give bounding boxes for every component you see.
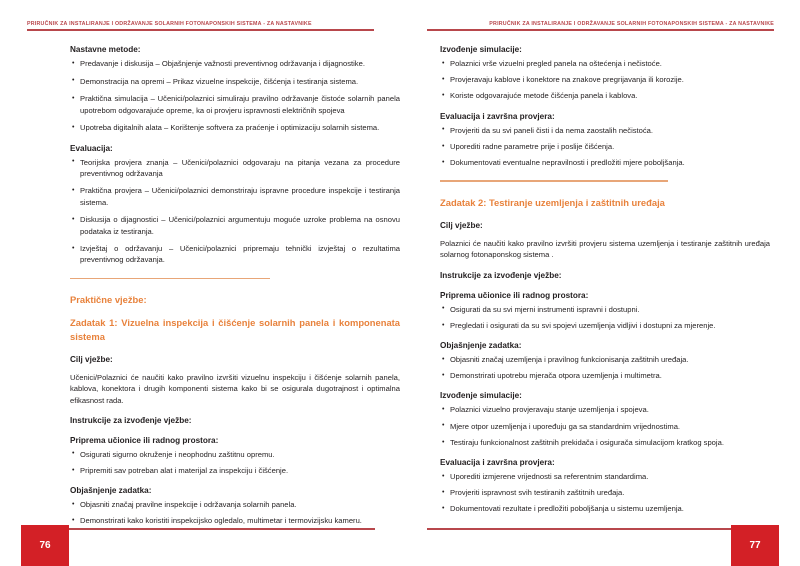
- page-number-right: 77: [731, 525, 779, 566]
- list-item: • Demonstrirati kako koristiti inspekcijsko ogledalo, multimetar i termovizijsku kameru.: [70, 515, 400, 526]
- list-item: • Teorijska provjera znanja – Učenici/polaznici odgovaraju na pitanja vezana za procedure preventivnog održavanja: [70, 157, 400, 179]
- list-item: • Upotreba digitalnih alata – Korištenje softvera za praćenje i optimizaciju solarnih sistema.: [70, 122, 400, 133]
- heading-zadatak1-instrukcije: Instrukcije za izvođenje vježbe:: [70, 415, 192, 425]
- heading-zadatak1-objasnjenje: Objašnjenje zadatka:: [70, 486, 152, 496]
- heading-izvodjenje-simulacije: Izvođenje simulacije:: [440, 45, 522, 54]
- list-izvodjenje-simulacije: [440, 58, 770, 102]
- list-item: • Polaznici vrše vizuelni pregled panela na oštećenja i nečistoće.: [440, 58, 770, 69]
- list-item: • Osigurati sigurno okruženje i neophodnu zaštitnu opremu.: [70, 449, 400, 460]
- heading-zadatak2-priprema: Priprema učionice ili radnog prostora:: [440, 290, 589, 300]
- list-item: • Diskusija o dijagnostici – Učenici/polaznici argumentuju moguće uzroke problema na osnovu podataka iz testiranja.: [70, 214, 400, 236]
- heading-zadatak2-evaluacija: Evaluacija i završna provjera:: [440, 458, 555, 468]
- heading-prakticne-vjezbe: Praktične vježbe:: [70, 294, 147, 306]
- list-nastavne-metode: [70, 58, 400, 134]
- heading-zadatak2-cilj: Cilj vježbe:: [440, 221, 483, 231]
- page-number-left: 76: [21, 525, 69, 566]
- list-item: • Uporediti radne parametre prije i poslije čišćenja.: [440, 141, 770, 152]
- list-item: • Mjere otpor uzemljenja i upoređuju ga sa standardnim vrijednostima.: [440, 421, 770, 432]
- list-item: • Testiraju funkcionalnost zaštitnih prekidača i osigurača simulacijom kratkog spoja.: [440, 437, 770, 448]
- list-item: • Demonstracija na opremi – Prikaz vizuelne inspekcije, čišćenja i testiranja sistema.: [70, 76, 400, 87]
- heading-evaluacija: Evaluacija:: [70, 143, 113, 153]
- running-header-left-rule: [27, 29, 374, 31]
- heading-zadatak-2: Zadatak 2: Testiranje uzemljenja i zaštitnih uređaja: [440, 196, 665, 208]
- list-item: • Predavanje i diskusija – Objašnjenje važnosti preventivnog održavanja i dijagnostike.: [70, 58, 400, 69]
- list-evaluacija: [70, 157, 400, 266]
- list-item: • Objasniti značaj pravilne inspekcije i održavanja solarnih panela.: [70, 499, 400, 510]
- list-zadatak1-priprema: [70, 449, 400, 476]
- list-item: • Praktična simulacija – Učenici/polaznici simuliraju pravilno održavanje čistoće solarnih panela upotrebom odgovarajuće opreme, ka oi provjeru ispravnosti električnih spojeva: [70, 93, 400, 115]
- running-header-right: [427, 20, 774, 36]
- list-zadatak2-evaluacija: [440, 471, 770, 515]
- left-page-content: [70, 44, 400, 532]
- list-item: • Provjeriti ispravnost svih testiranih zaštitnih uređaja.: [440, 487, 770, 498]
- list-item: • Demonstrirati upotrebu mjerača otpora uzemljenja i multimetra.: [440, 370, 770, 381]
- list-item: • Izvještaj o održavanju – Učenici/polaznici pripremaju tehnički izvještaj o rezultatima preventivnog održavanja.: [70, 243, 400, 265]
- heading-zadatak2-izvodjenje: Izvođenje simulacije:: [440, 391, 522, 401]
- footer-rule-left: [69, 528, 375, 530]
- list-item: • Koriste odgovarajuće metode čišćenja panela i kablova.: [440, 90, 770, 101]
- running-header-left-text: PRIRUČNIK ZA INSTALIRANJE I ODRŽAVANJE SOLARNIH FOTONAPONSKIH SISTEMA - ZA NASTAVNIKE: [27, 21, 312, 27]
- paragraph-zadatak1-cilj: Učenici/Polaznici će naučiti kako pravilno izvršiti vizuelnu inspekciju i čišćenje solarnih panela, kablova, konektora i drugih komponenti sistema kako bi se osigurala dugotrajnost i optimalna efikasnost rada.: [70, 373, 400, 405]
- list-zadatak2-priprema: [440, 304, 770, 331]
- list-zadatak2-objasnjenje: [440, 354, 770, 381]
- heading-evaluacija-zavrsna: Evaluacija i završna provjera:: [440, 111, 555, 121]
- footer-rule-right: [427, 528, 731, 530]
- list-item: • Osigurati da su svi mjerni instrumenti ispravni i dostupni.: [440, 304, 770, 315]
- list-item: • Polaznici vizuelno provjeravaju stanje uzemljenja i spojeva.: [440, 404, 770, 415]
- section-divider-right: [440, 180, 668, 182]
- heading-nastavne-metode: Nastavne metode:: [70, 45, 141, 54]
- running-header-right-text: PRIRUČNIK ZA INSTALIRANJE I ODRŽAVANJE SOLARNIH FOTONAPONSKIH SISTEMA - ZA NASTAVNIKE: [489, 21, 774, 27]
- list-evaluacija-zavrsna: [440, 125, 770, 169]
- section-divider-left: [70, 278, 270, 280]
- running-header-right-rule: [427, 29, 774, 31]
- list-item: • Pregledati i osigurati da su svi spojevi uzemljenja vidljivi i dostupni za mjerenje.: [440, 320, 770, 331]
- heading-zadatak2-objasnjenje: Objašnjenje zadatka:: [440, 341, 522, 351]
- heading-zadatak-1: Zadatak 1: Vizuelna inspekcija i čišćenje solarnih panela i komponenata sistema: [70, 317, 400, 342]
- list-item: • Dokumentovati rezultate i predložiti poboljšanja u sistemu uzemljenja.: [440, 503, 770, 514]
- heading-zadatak2-instrukcije: Instrukcije za izvođenje vježbe:: [440, 270, 562, 280]
- list-item: • Pripremiti sav potreban alat i materijal za inspekciju i čišćenje.: [70, 465, 400, 476]
- list-item: • Provjeriti da su svi paneli čisti i da nema zaostalih nečistoća.: [440, 125, 770, 136]
- list-zadatak2-izvodjenje: [440, 404, 770, 448]
- list-item: • Dokumentovati eventualne nepravilnosti i predložiti mjere poboljšanja.: [440, 157, 770, 168]
- heading-zadatak1-priprema: Priprema učionice ili radnog prostora:: [70, 435, 219, 445]
- list-item: • Objasniti značaj uzemljenja i pravilnog funkcionisanja zaštitnih uređaja.: [440, 354, 770, 365]
- running-header-left: [27, 20, 374, 36]
- right-page-content: [440, 44, 770, 520]
- list-item: • Praktična provjera – Učenici/polaznici demonstriraju ispravne procedure inspekcije i testiranja sistema.: [70, 185, 400, 207]
- list-item: • Provjeravaju kablove i konektore na znakove pregrijavanja ili korozije.: [440, 74, 770, 85]
- list-item: • Uporediti izmjerene vrijednosti sa referentnim standardima.: [440, 471, 770, 482]
- list-zadatak1-objasnjenje: [70, 499, 400, 526]
- paragraph-zadatak2-cilj: Polaznici će naučiti kako pravilno izvršiti provjeru sistema uzemljenja i testiranje zaštitnih uređaja solarnog fotonaponskog sistema .: [440, 239, 770, 260]
- heading-zadatak1-cilj: Cilj vježbe:: [70, 355, 113, 365]
